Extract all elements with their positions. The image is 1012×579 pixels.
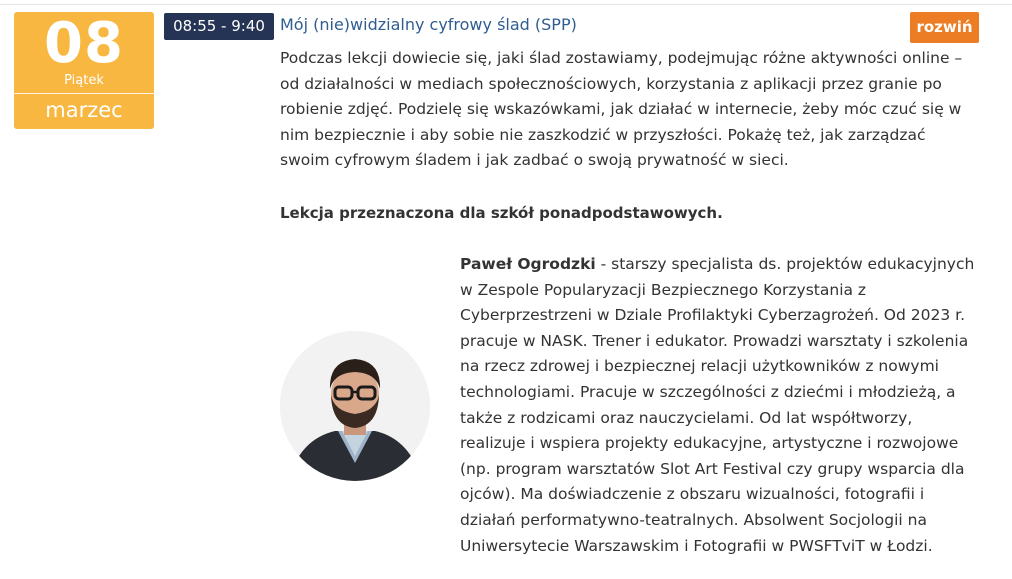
date-month: marzec	[45, 98, 123, 122]
speaker-name: Paweł Ogrodzki	[460, 255, 596, 273]
speaker-photo	[280, 331, 430, 481]
speaker-portrait-icon	[280, 331, 430, 481]
date-weekday: Piątek	[64, 73, 104, 88]
speaker-bio-text: - starszy specjalista ds. projektów edukacyjnych w Zespole Popularyzacji Bezpiecznego Korzystania z Cyberprzestrzeni w Dziale Profilaktyki Cyberzagrożeń. Od 2023 r. pracuje w NASK. Trener i edukator. Prowadzi warsztaty i szkolenia na rzecz zdrowej i bezpiecznej relacji użytkowników z nowymi technologiami. Pracuje w szczególności z dziećmi i młodzieżą, a także z rodzicami oraz nauczycielami. Od lat współtworzy, realizuje i wspiera projekty edukacyjne, artystyczne i rozwojowe (np. program warsztatów Slot Art Festival czy grupy wsparcia dla ojców). Ma doświadczenie z obszaru wizualności, fotografii i działań performatywno-teatralnych. Absolwent Socjologii na Uniwersytecie Warszawskim i Fotografii w PWSFTviT w Łodzi.	[460, 255, 975, 555]
expand-button[interactable]: rozwiń	[910, 12, 979, 43]
top-divider	[0, 4, 1012, 5]
date-divider	[14, 93, 154, 94]
session-time: 08:55 - 9:40	[164, 13, 274, 40]
session-title-link[interactable]: Mój (nie)widzialny cyfrowy ślad (SPP)	[280, 15, 577, 34]
session-description: Podczas lekcji dowiecie się, jaki ślad zostawiamy, podejmując różne aktywności online – od działalności w mediach społecznościowych, korzystania z aplikacji przez granie po robienie zdjęć. Podzielę się wskazówkami, jak działać w internecie, żeby móc czuć się w nim bezpiecznie i aby sobie nie zaszkodzić w przyszłości. Pokażę też, jak zarządzać swoim cyfrowym śladem i jak zadbać o swoją prywatność w sieci.	[280, 49, 963, 170]
date-badge	[14, 12, 154, 129]
date-day: 08	[44, 11, 124, 76]
session-audience: Lekcja przeznaczona dla szkół ponadpodstawowych.	[280, 204, 723, 222]
speaker-bio	[460, 252, 982, 559]
